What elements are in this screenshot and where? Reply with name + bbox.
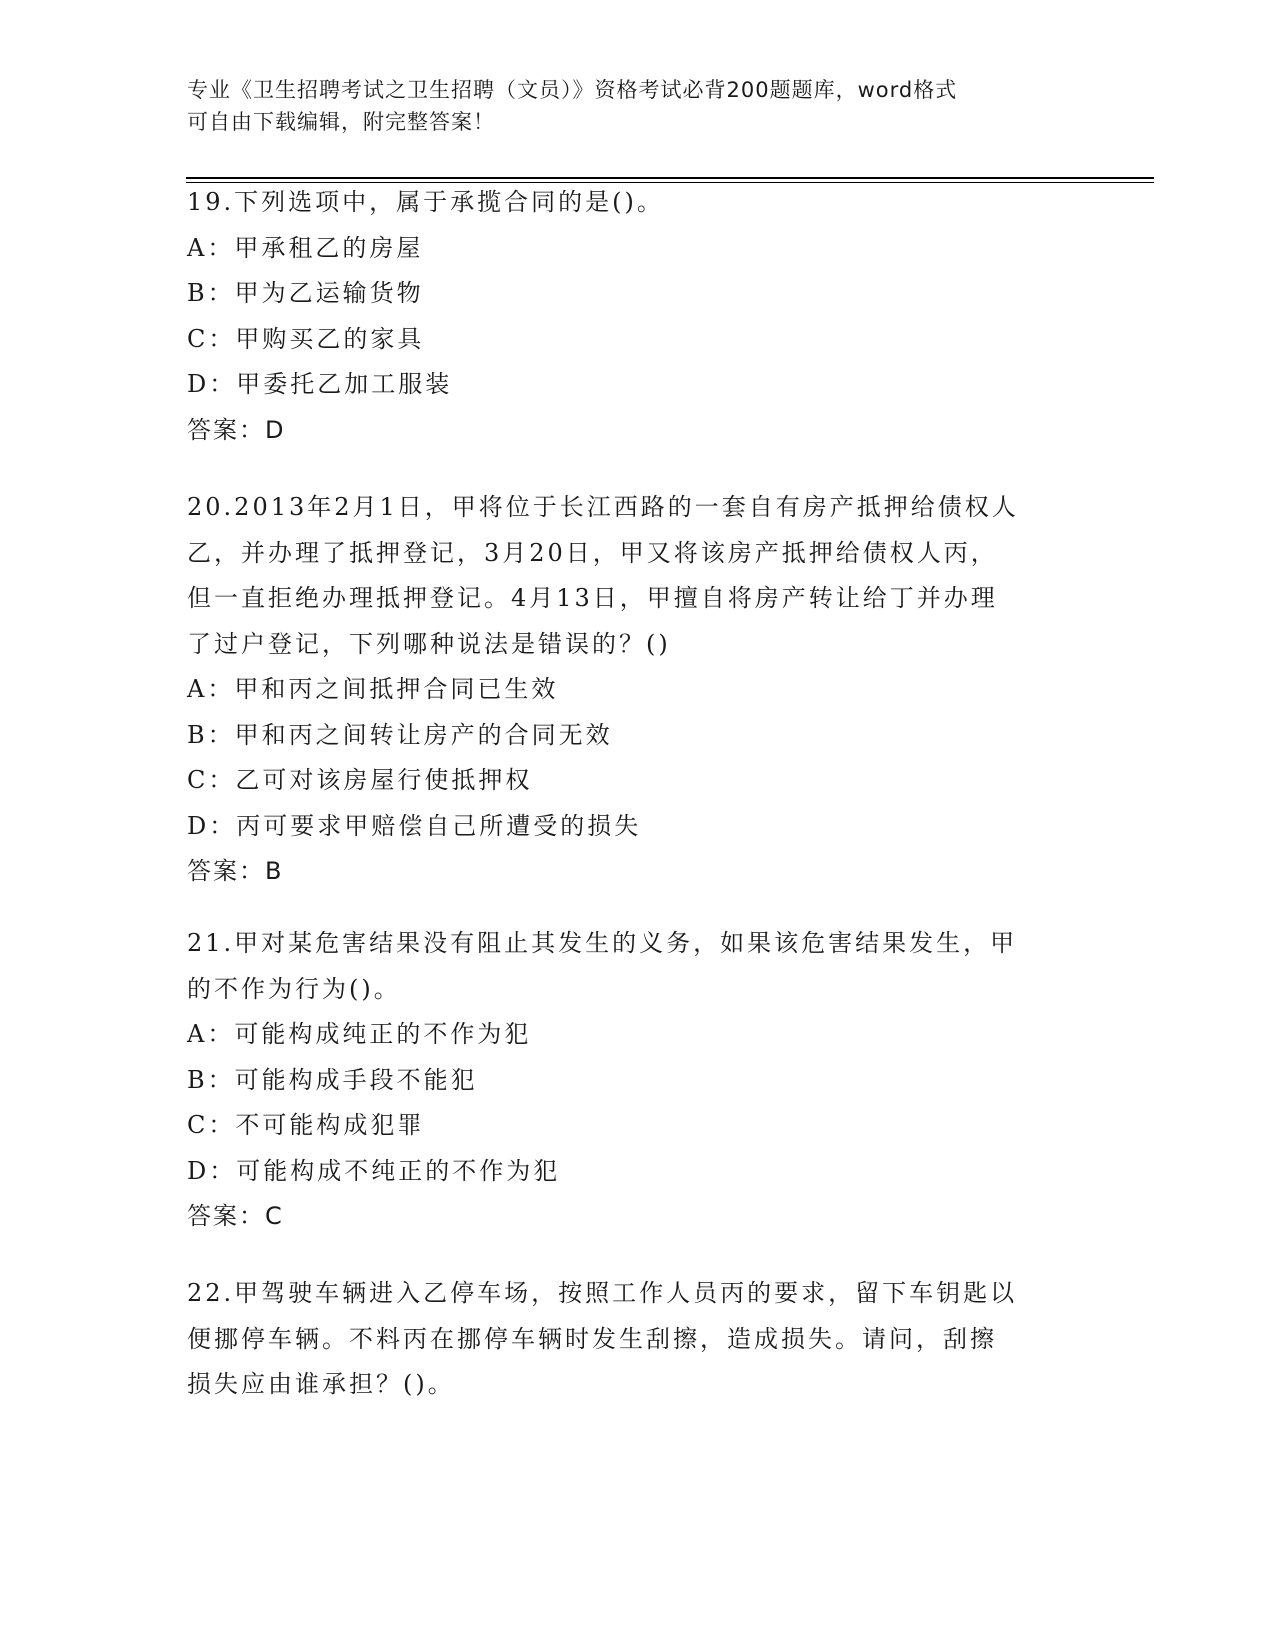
option-b: B：甲为乙运输货物 [187,279,424,307]
option-b: B：可能构成手段不能犯 [187,1065,478,1094]
question-stem-line: 了过户登记，下列哪种说法是错误的？() [187,629,671,658]
option-d: D：甲委托乙加工服装 [187,370,453,398]
document-header [187,74,1087,138]
question-19 [187,180,1087,453]
answer-text: 答案：D [187,415,286,444]
answer-text: 答案：C [187,1202,284,1230]
answer-text: 答案：B [187,857,284,885]
option-a: A：可能构成纯正的不作为犯 [187,1020,532,1048]
question-stem-line: 20.2013年2月1日，甲将位于长江西路的一套自有房产抵押给债权人 [187,493,1019,521]
option-a: A：甲承租乙的房屋 [187,233,424,262]
question-stem-line: 21.甲对某危害结果没有阻止其发生的义务，如果该危害结果发生，甲 [187,929,1018,957]
option-d: D：可能构成不纯正的不作为犯 [187,1156,561,1185]
option-c: C：甲购买乙的家具 [187,324,425,353]
question-stem-line: 损失应由谁承担？()。 [187,1370,455,1398]
option-b: B：甲和丙之间转让房产的合同无效 [187,720,613,749]
option-c: C：乙可对该房屋行使抵押权 [187,766,533,794]
header-rule-thick [186,177,1154,179]
option-a: A：甲和丙之间抵押合同已生效 [187,675,559,703]
question-stem-line: 便挪停车辆。不料丙在挪停车辆时发生刮擦，造成损失。请问，刮擦 [187,1324,997,1353]
option-d: D：丙可要求甲赔偿自己所遭受的损失 [187,811,642,840]
question-21 [187,921,1087,1240]
header-line-2: 可自由下载编辑，附完整答案！ [187,110,495,134]
question-stem-line: 22.甲驾驶车辆进入乙停车场，按照工作人员丙的要求，留下车钥匙以 [187,1279,1018,1307]
header-line-1: 专业《卫生招聘考试之卫生招聘（文员）》资格考试必背200题题库，word格式 [187,78,958,102]
question-stem-line: 但一直拒绝办理抵押登记。4月13日，甲擅自将房产转让给丁并办理 [187,584,998,612]
question-20 [187,485,1087,895]
option-c: C：不可能构成犯罪 [187,1111,425,1139]
question-stem-line: 乙，并办理了抵押登记，3月20日，甲又将该房产抵押给债权人丙， [187,538,998,567]
question-22 [187,1271,1087,1408]
question-stem: 19.下列选项中，属于承揽合同的是()。 [187,188,664,216]
question-stem-line: 的不作为行为()。 [187,974,401,1003]
